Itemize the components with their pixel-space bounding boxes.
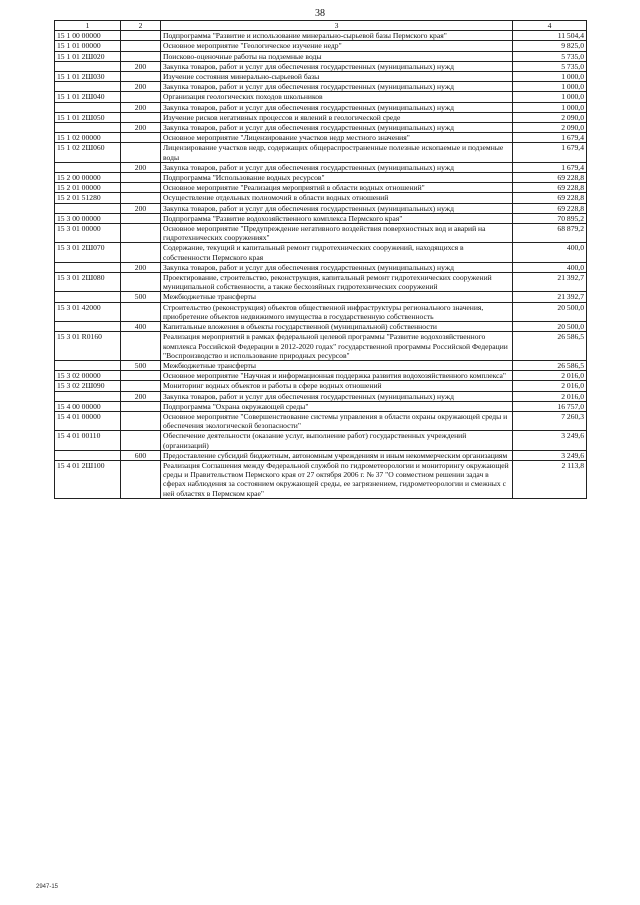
row-code: 15 3 01 00000 [55,224,121,243]
row-expense-kind [121,401,161,411]
row-expense-kind: 200 [121,102,161,112]
row-name: Осуществление отдельных полномочий в области водных отношений [161,193,513,203]
row-amount: 69 228,8 [513,183,587,193]
row-name: Основное мероприятие "Предупреждение негативного воздействия поверхностных вод и аварий на гидротехнических сооружениях" [161,224,513,243]
row-expense-kind [121,224,161,243]
row-name: Содержание, текущий и капитальный ремонт гидротехнических сооружений, находящихся в собственности Пермского края [161,243,513,262]
row-code [55,322,121,332]
column-header-code: 1 [55,21,121,31]
row-name: Закупка товаров, работ и услуг для обеспечения государственных (муниципальных) нужд [161,203,513,213]
table-row [55,162,587,172]
row-name: Закупка товаров, работ и услуг для обеспечения государственных (муниципальных) нужд [161,162,513,172]
row-name: Основное мероприятие "Реализация мероприятий в области водных отношений" [161,183,513,193]
row-amount: 69 228,8 [513,203,587,213]
row-code: 15 4 01 2Ш100 [55,460,121,498]
row-amount: 9 825,0 [513,41,587,51]
row-amount: 1 000,0 [513,82,587,92]
row-amount: 26 586,5 [513,332,587,361]
row-expense-kind [121,460,161,498]
row-expense-kind: 200 [121,61,161,71]
row-code [55,162,121,172]
row-name: Закупка товаров, работ и услуг для обеспечения государственных (муниципальных) нужд [161,262,513,272]
row-expense-kind [121,213,161,223]
row-code [55,61,121,71]
row-code: 15 3 01 42000 [55,302,121,321]
table-header-row [55,21,587,31]
row-code [55,262,121,272]
row-amount: 3 249,6 [513,450,587,460]
row-name: Подпрограмма "Развитие и использование минерально-сырьевой базы Пермского края" [161,31,513,41]
table-row [55,411,587,430]
row-name: Закупка товаров, работ и услуг для обеспечения государственных (муниципальных) нужд [161,82,513,92]
row-name: Основное мероприятие "Научная и информационная поддержка развития водохозяйственного комплекса" [161,371,513,381]
row-code [55,102,121,112]
row-name: Предоставление субсидий бюджетным, автономным учреждениям и иным некоммерческим организациям [161,450,513,460]
table-row [55,243,587,262]
row-amount: 26 586,5 [513,360,587,370]
table-row [55,82,587,92]
table-row [55,143,587,162]
table-row [55,123,587,133]
row-code [55,203,121,213]
row-amount: 69 228,8 [513,193,587,203]
row-expense-kind [121,381,161,391]
row-code: 15 4 01 00000 [55,411,121,430]
row-expense-kind [121,371,161,381]
table-row [55,183,587,193]
row-code: 15 3 01 2Ш080 [55,273,121,292]
row-code: 15 3 01 R0160 [55,332,121,361]
row-amount: 1 679,4 [513,143,587,162]
row-expense-kind: 200 [121,391,161,401]
row-code [55,391,121,401]
row-name: Реализация мероприятий в рамках федеральной целевой программы "Развитие водохозяйственного комплекса Российской Федерации в 2012-2020 годах" государственной программы Российской Федерации "Воспроизводство и использование природных ресурсов" [161,332,513,361]
row-expense-kind [121,51,161,61]
row-amount: 11 504,4 [513,31,587,41]
table-row [55,92,587,102]
row-expense-kind: 200 [121,203,161,213]
row-name: Реализация Соглашения между Федеральной службой по гидрометеорологии и мониторингу окружающей среды и Правительством Пермского края от 27 октября 2006 г. № 37 "О совместном решении задач в сферах наблюдения за состоянием окружающей среды, ее загрязнением, гидрометеорологии и смежных с ней областях в Пермском крае" [161,460,513,498]
table-row [55,173,587,183]
table-row [55,322,587,332]
row-expense-kind [121,133,161,143]
row-code: 15 3 02 2Ш090 [55,381,121,391]
table-row [55,203,587,213]
table-row [55,72,587,82]
row-name: Основное мероприятие "Совершенствование системы управления в области охраны окружающей среды и обеспечения экологической безопасности" [161,411,513,430]
budget-table [54,20,587,499]
table-row [55,381,587,391]
row-expense-kind [121,332,161,361]
row-amount: 1 679,4 [513,162,587,172]
table-row [55,273,587,292]
row-code: 15 1 01 2Ш050 [55,112,121,122]
row-name: Мониторинг водных объектов и работы в сфере водных отношений [161,381,513,391]
row-expense-kind [121,143,161,162]
row-amount: 2 113,8 [513,460,587,498]
row-amount: 2 090,0 [513,112,587,122]
row-name: Изучение рисков негативных процессов и явлений в геологической среде [161,112,513,122]
table-row [55,112,587,122]
row-amount: 68 879,2 [513,224,587,243]
table-row [55,102,587,112]
row-expense-kind: 200 [121,123,161,133]
table-row [55,460,587,498]
row-expense-kind [121,302,161,321]
row-name: Капитальные вложения в объекты государственной (муниципальной) собственности [161,322,513,332]
row-code: 15 1 01 2Ш020 [55,51,121,61]
row-expense-kind: 200 [121,82,161,92]
row-expense-kind [121,173,161,183]
row-name: Проектирование, строительство, реконструкция, капитальный ремонт гидротехнических сооружений муниципальной собственности, а также бесхозяйных гидротехнических сооружений [161,273,513,292]
row-expense-kind [121,112,161,122]
row-expense-kind: 500 [121,360,161,370]
table-row [55,262,587,272]
table-row [55,431,587,450]
row-expense-kind: 200 [121,262,161,272]
row-amount: 5 735,0 [513,61,587,71]
table-row [55,371,587,381]
row-name: Закупка товаров, работ и услуг для обеспечения государственных (муниципальных) нужд [161,123,513,133]
row-amount: 1 679,4 [513,133,587,143]
row-amount: 1 000,0 [513,92,587,102]
row-amount: 69 228,8 [513,173,587,183]
row-name: Закупка товаров, работ и услуг для обеспечения государственных (муниципальных) нужд [161,61,513,71]
row-name: Поисково-оценочные работы на подземные воды [161,51,513,61]
row-name: Межбюджетные трансферты [161,292,513,302]
row-code: 15 1 02 00000 [55,133,121,143]
row-name: Закупка товаров, работ и услуг для обеспечения государственных (муниципальных) нужд [161,391,513,401]
row-code: 15 3 01 2Ш070 [55,243,121,262]
row-code: 15 1 00 00000 [55,31,121,41]
row-expense-kind [121,193,161,203]
row-expense-kind [121,72,161,82]
table-row [55,31,587,41]
table-row [55,332,587,361]
row-name: Лицензирование участков недр, содержащих общераспространенные полезные ископаемые и подземные воды [161,143,513,162]
row-amount: 2 090,0 [513,123,587,133]
row-code [55,450,121,460]
row-name: Изучение состояния минерально-сырьевой базы [161,72,513,82]
row-amount: 21 392,7 [513,273,587,292]
table-row [55,391,587,401]
page-number: 38 [315,8,325,19]
row-expense-kind: 200 [121,162,161,172]
row-code: 15 1 01 00000 [55,41,121,51]
row-expense-kind: 500 [121,292,161,302]
row-code: 15 3 02 00000 [55,371,121,381]
row-expense-kind [121,273,161,292]
row-amount: 21 392,7 [513,292,587,302]
table-row [55,292,587,302]
row-code [55,82,121,92]
row-expense-kind [121,183,161,193]
row-name: Межбюджетные трансферты [161,360,513,370]
row-name: Организация геологических походов школьников [161,92,513,102]
row-name: Закупка товаров, работ и услуг для обеспечения государственных (муниципальных) нужд [161,102,513,112]
row-amount: 400,0 [513,262,587,272]
table-row [55,360,587,370]
row-code [55,292,121,302]
row-expense-kind [121,31,161,41]
row-code: 15 3 00 00000 [55,213,121,223]
table-row [55,41,587,51]
table-row [55,61,587,71]
row-amount: 7 260,3 [513,411,587,430]
row-code: 15 1 02 2Ш060 [55,143,121,162]
row-code: 15 4 01 00110 [55,431,121,450]
table-row [55,213,587,223]
row-code: 15 1 01 2Ш030 [55,72,121,82]
row-amount: 5 735,0 [513,51,587,61]
row-code [55,360,121,370]
row-amount: 2 016,0 [513,371,587,381]
row-amount: 2 016,0 [513,391,587,401]
table-row [55,133,587,143]
row-amount: 2 016,0 [513,381,587,391]
row-code: 15 4 00 00000 [55,401,121,411]
column-header-amount: 4 [513,21,587,31]
table-row [55,302,587,321]
row-code: 15 1 01 2Ш040 [55,92,121,102]
row-expense-kind [121,92,161,102]
row-code [55,123,121,133]
row-expense-kind: 600 [121,450,161,460]
row-amount: 70 895,2 [513,213,587,223]
row-name: Подпрограмма "Развитие водохозяйственного комплекса Пермского края" [161,213,513,223]
row-name: Обеспечение деятельности (оказание услуг, выполнение работ) государственных учреждений (организаций) [161,431,513,450]
row-name: Основное мероприятие "Лицензирование участков недр местного значения" [161,133,513,143]
row-amount: 1 000,0 [513,102,587,112]
row-amount: 16 757,0 [513,401,587,411]
row-name: Подпрограмма "Охрана окружающей среды" [161,401,513,411]
row-amount: 1 000,0 [513,72,587,82]
row-code: 15 2 00 00000 [55,173,121,183]
row-expense-kind: 400 [121,322,161,332]
row-expense-kind [121,431,161,450]
row-name: Основное мероприятие "Геологическое изучение недр" [161,41,513,51]
row-amount: 400,0 [513,243,587,262]
row-expense-kind [121,243,161,262]
table-row [55,450,587,460]
table-row [55,401,587,411]
column-header-name: 3 [161,21,513,31]
row-expense-kind [121,41,161,51]
table-row [55,224,587,243]
row-amount: 20 500,0 [513,302,587,321]
column-header-kind: 2 [121,21,161,31]
row-expense-kind [121,411,161,430]
row-name: Подпрограмма "Использование водных ресурсов" [161,173,513,183]
document-code: 2947-15 [36,884,59,890]
row-amount: 20 500,0 [513,322,587,332]
table-row [55,193,587,203]
table-row [55,51,587,61]
row-name: Строительство (реконструкция) объектов общественной инфраструктуры регионального значения, приобретение объектов недвижимого имущества в государственную собственность [161,302,513,321]
row-amount: 3 249,6 [513,431,587,450]
row-code: 15 2 01 00000 [55,183,121,193]
row-code: 15 2 01 51280 [55,193,121,203]
